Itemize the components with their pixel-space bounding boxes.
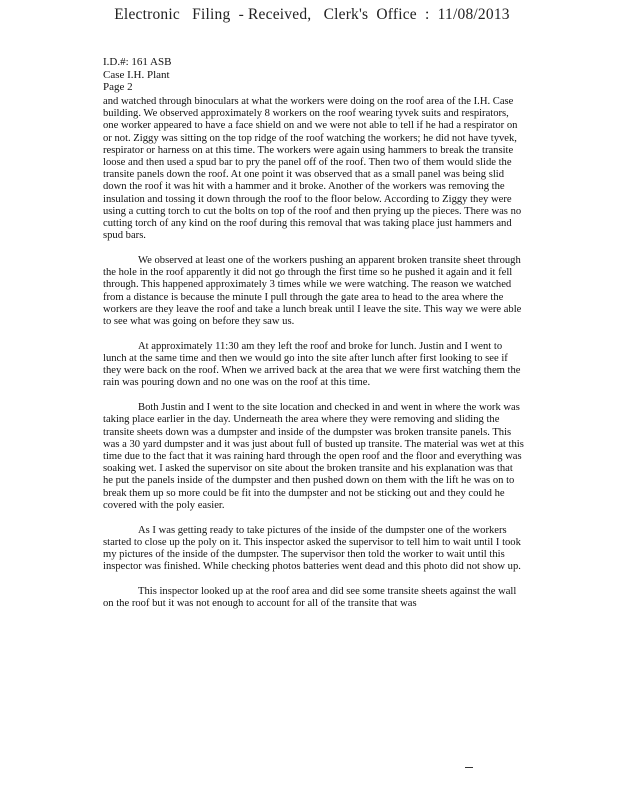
case-name-line: Case I.H. Plant	[103, 68, 170, 81]
document-header	[103, 56, 171, 94]
paragraph-3: At approximately 11:30 am they left the roof and broke for lunch. Justin and I went to lunch at the same time and then we would go into the site after lunch after first looking to see if they were back on the roof. When we arrived back at the area that we were first watching them the rain was pouring down and no one was on the roof at this time.	[103, 340, 521, 389]
paragraph-2: We observed at least one of the workers pushing an apparent broken transite sheet through the hole in the roof apparently it did not go through the first time so he pushed it again and it fell through. This happened approximately 3 times while we were watching. The reason we watched from a distance is because the minute I pull through the gate area to head to the area where the workers are they leave the roof and take a lunch break until I leave the site. This way we were able to see what was going on before they saw us.	[103, 255, 522, 328]
paragraph-6: This inspector looked up at the roof area and did see some transite sheets against the wall on the roof but it was not enough to account for all of the transite that was	[103, 586, 517, 610]
id-number-line: I.D.#: 161 ASB	[103, 56, 172, 68]
filing-stamp: Electronic Filing - Received, Clerk's Office : 11/08/2013	[114, 6, 510, 23]
paragraph-1: and watched through binoculars at what the workers were doing on the roof area of the I.H. Case building. We observed approximately 8 workers on the roof wearing tyvek suits and respirators, one worker appeared to have a face shield on and we were not able to tell if he had a respirator on or not. Ziggy was sitting on the top ridge of the roof watching the workers; he did not have tyvek, respirator or harness on at this time. The workers were again using hammers to break the transite loose and then used a spud bar to pry the panel off of the roof. Then two of them would slide the transite panels down the roof. At one point it was observed that as a small panel was being slid down the roof it was hit with a hammer and it broke. Another of the workers was removing the insulation and tossing it down through the roof to the floor below. According to Ziggy they were using a cutting torch to cut the bolts on top of the roof and then prying up the pieces. There was no cutting torch of any kind on the roof during this removal that was taking place just hammers and spud bars.	[103, 96, 522, 242]
document-body	[103, 96, 525, 623]
page-number-line: Page 2	[103, 81, 133, 93]
page-footer-mark	[465, 767, 473, 768]
paragraph-4: Both Justin and I went to the site location and checked in and went in where the work was taking place earlier in the day. Underneath the area where they were removing and sliding the transite sheets down was a dumpster and inside of the dumpster was broken transite panels. This was a 30 yard dumpster and it was just about full of busted up transite. The material was wet at this time due to the fact that it was raining hard through the open roof and the floor and everything was soaking wet. I asked the supervisor on site about the broken transite and his explanation was that he put the panels inside of the dumpster and then pushed down on them with the lift he was on to break them up so more could be fit into the dumpster and not be sticking out and they could he covered with the poly easier.	[103, 402, 524, 511]
paragraph-5: As I was getting ready to take pictures of the inside of the dumpster one of the workers started to close up the poly on it. This inspector asked the supervisor to tell him to wait until I took my pictures of the inside of the dumpster. The supervisor then told the worker to wait until this inspector was finished. While checking photos batteries went dead and this photo did not show up.	[103, 524, 521, 573]
